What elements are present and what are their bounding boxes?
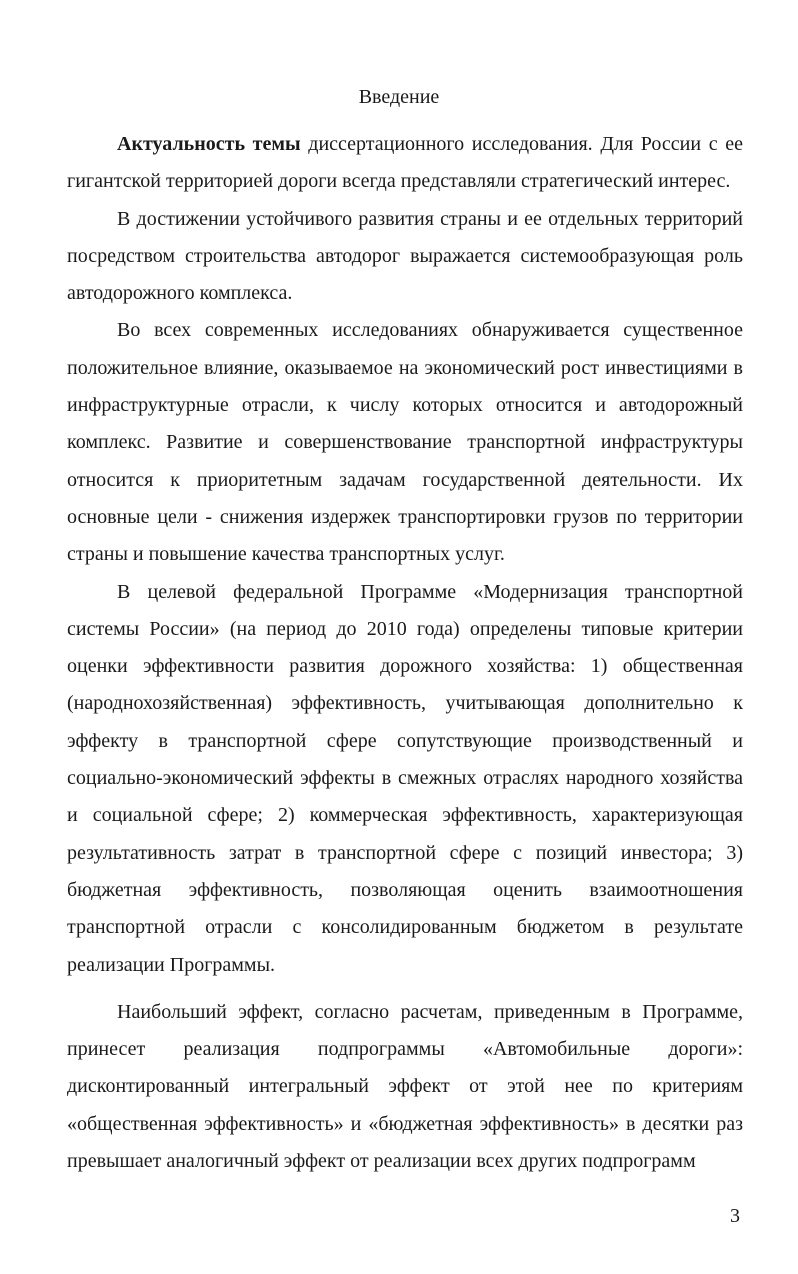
- paragraph-greatest-effect: Наибольший эффект, согласно расчетам, приведенным в Программе, принесет реализация подпрограммы «Автомобильные дороги»: дисконтированный интегральный эффект от этой нее по критериям «общественная эффективность» и «бюджетная эффективность» в десятки раз превышает аналогичный эффект от реализации всех других подпрограмм: [67, 1000, 743, 1173]
- paragraph-text: диссертационного исследования. Для России с ее гигантской территорией дороги всегда представляли стратегический интерес.: [67, 133, 743, 193]
- body-text: [67, 126, 743, 1180]
- page-number: 3: [730, 1205, 740, 1227]
- paragraph-infrastructure-investment: Во всех современных исследованиях обнаруживается существенное положительное влияние, оказываемое на экономический рост инвестициями в инфраструктурные отрасли, к числу которых относится и автодорожный комплекс. Развитие и совершенствование транспортной инфраструктуры относится к приоритетным задачам государственной деятельности. Их основные цели - снижения издержек транспортировки грузов по территории страны и повышение качества транспортных услуг.: [67, 319, 743, 566]
- paragraph-relevance: [67, 126, 743, 201]
- section-title: Введение: [358, 86, 440, 108]
- bold-lead-phrase: Актуальность темы: [117, 133, 301, 155]
- paragraph-federal-program: В целевой федеральной Программе «Модернизация транспортной системы России» (на период до 2010 года) определены типовые критерии оценки эффективности развития дорожного хозяйства: 1) общественная (народнохозяйственная) эффективность, учитывающая дополнительно к эффекту в транспортной сфере сопутствующие производственный и социально-экономический эффекты в смежных отраслях народного хозяйства и социальной сфере; 2) коммерческая эффективность, характеризующая результативность затрат в транспортной сфере с позиций инвестора; 3) бюджетная эффективность, позволяющая оценить взаимоотношения транспортной отрасли с консолидированным бюджетом в результате реализации Программы.: [67, 580, 743, 976]
- paragraph-sustainable-development: В достижении устойчивого развития страны и ее отдельных территорий посредством строительства автодорог выражается системообразующая роль автодорожного комплекса.: [67, 207, 743, 305]
